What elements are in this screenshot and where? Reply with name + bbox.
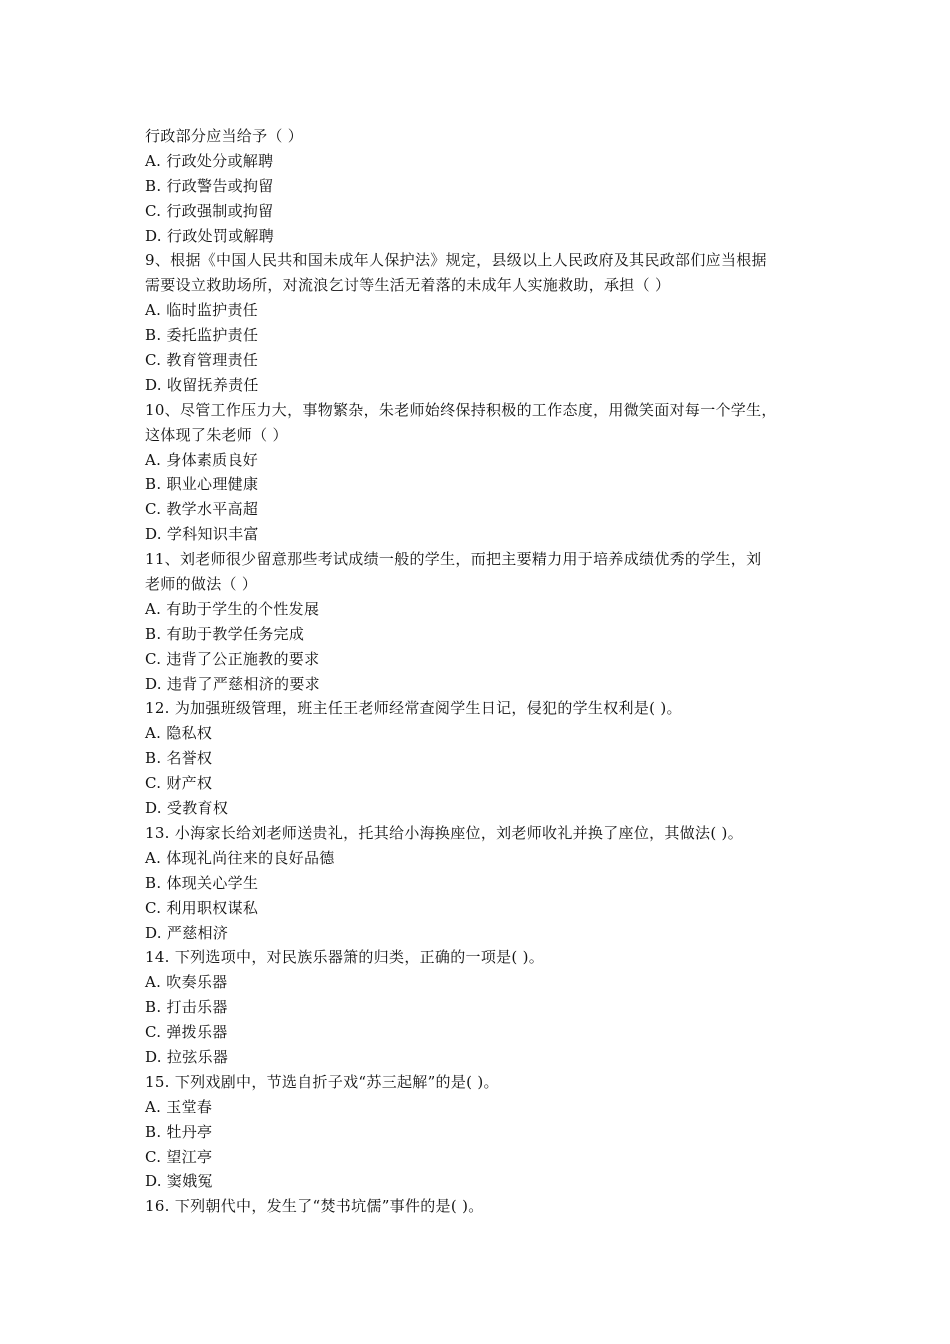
- question-stem-line-1: 11、刘老师很少留意那些考试成绩一般的学生，而把主要精力用于培养成绩优秀的学生，刘: [145, 550, 762, 569]
- question-16: [145, 1194, 815, 1219]
- option-c: C. 行政强制或拘留: [145, 201, 274, 220]
- option-d: D. 拉弦乐器: [145, 1047, 229, 1066]
- question-stem-line-1: 9、根据《中国人民共和国未成年人保护法》规定，县级以上人民政府及其民政部们应当根据: [145, 251, 767, 270]
- question-stem: 14. 下列选项中，对民族乐器箫的归类，正确的一项是( )。: [145, 948, 545, 967]
- question-12: [145, 696, 815, 820]
- option-d: D. 行政处罚或解聘: [145, 226, 275, 245]
- option-d: D. 窦娥冤: [145, 1172, 213, 1191]
- option-d: D. 收留抚养责任: [145, 375, 259, 394]
- option-b: B. 体现关心学生: [145, 873, 259, 892]
- option-d: D. 严慈相济: [145, 923, 229, 942]
- option-a: A. 玉堂春: [145, 1097, 213, 1116]
- option-b: B. 打击乐器: [145, 998, 228, 1017]
- option-a: A. 行政处分或解聘: [145, 151, 274, 170]
- option-c: C. 教育管理责任: [145, 351, 259, 370]
- option-b: B. 行政警告或拘留: [145, 176, 274, 195]
- question-stem: 13. 小海家长给刘老师送贵礼，托其给小海换座位，刘老师收礼并换了座位，其做法( )。: [145, 823, 743, 842]
- question-stem: 行政部分应当给予（ ）: [145, 127, 304, 145]
- option-b: B. 职业心理健康: [145, 475, 259, 494]
- option-c: C. 望江亭: [145, 1147, 213, 1166]
- document-page: [145, 124, 815, 1219]
- question-stem: 15. 下列戏剧中，节选自折子戏“苏三起解”的是( )。: [145, 1072, 499, 1091]
- question-stem: 12. 为加强班级管理，班主任王老师经常查阅学生日记，侵犯的学生权利是( )。: [145, 699, 682, 718]
- question-stem: 16. 下列朝代中，发生了“焚书坑儒”事件的是( )。: [145, 1197, 484, 1216]
- option-c: C. 教学水平高超: [145, 500, 259, 519]
- option-d: D. 学科知识丰富: [145, 525, 259, 544]
- option-a: A. 临时监护责任: [145, 301, 259, 320]
- option-a: A. 身体素质良好: [145, 450, 259, 469]
- question-11: [145, 547, 815, 696]
- question-14: [145, 945, 815, 1069]
- option-c: C. 违背了公正施教的要求: [145, 649, 320, 668]
- option-c: C. 利用职权谋私: [145, 898, 259, 917]
- question-10: [145, 398, 815, 547]
- option-c: C. 财产权: [145, 774, 213, 793]
- option-a: A. 隐私权: [145, 724, 213, 743]
- option-b: B. 牡丹亭: [145, 1122, 213, 1141]
- option-a: A. 吹奏乐器: [145, 973, 228, 992]
- option-d: D. 受教育权: [145, 799, 229, 818]
- question-9: [145, 248, 815, 397]
- option-b: B. 有助于教学任务完成: [145, 624, 305, 643]
- option-b: B. 名誉权: [145, 749, 213, 768]
- question-stem-line-2: 这体现了朱老师（ ）: [145, 425, 288, 444]
- option-b: B. 委托监护责任: [145, 326, 259, 345]
- option-a: A. 体现礼尚往来的良好品德: [145, 848, 335, 867]
- option-d: D. 违背了严慈相济的要求: [145, 674, 320, 693]
- question-stem-line-1: 10、尽管工作压力大，事物繁杂，朱老师始终保持积极的工作态度，用微笑面对每一个学生，: [145, 400, 777, 419]
- option-c: C. 弹拨乐器: [145, 1023, 228, 1042]
- question-15: [145, 1070, 815, 1194]
- option-a: A. 有助于学生的个性发展: [145, 599, 320, 618]
- question-stem-line-2: 需要设立救助场所，对流浪乞讨等生活无着落的未成年人实施救助，承担（ ）: [145, 276, 671, 295]
- question-13: [145, 821, 815, 945]
- question-8-continued: [145, 124, 815, 248]
- question-stem-line-2: 老师的做法（ ）: [145, 575, 258, 594]
